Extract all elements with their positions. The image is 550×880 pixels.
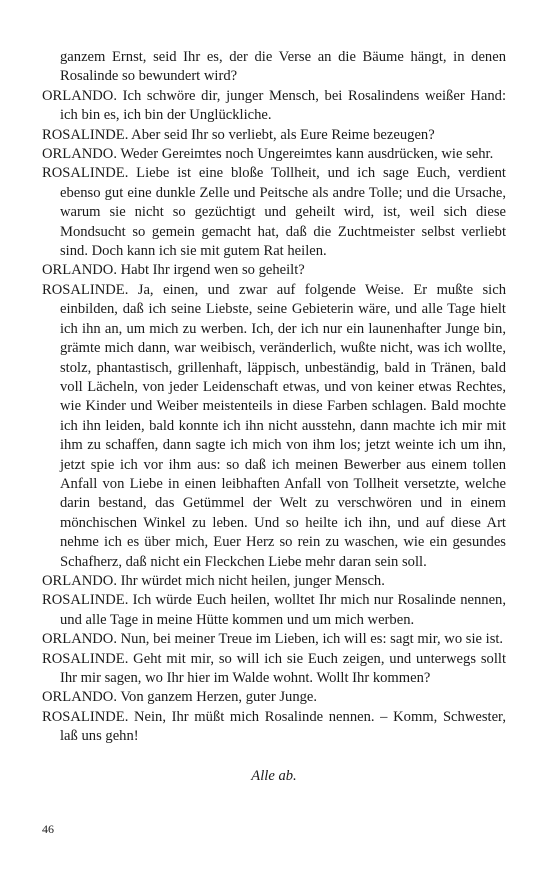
speech-rosalinde: ROSALINDE. Ich würde Euch heilen, wolltet Ihr mich nur Rosalinde nennen, und alle Tage in meine Hütte kommen und um mich werben. [42,592,506,628]
document-body [42,48,506,786]
speech-continuation: ganzem Ernst, seid Ihr es, der die Verse an die Bäume hängt, in denen Rosalinde so bewundert wird? [60,49,506,85]
stage-direction: Alle ab. [251,767,297,784]
speech-orlando: ORLANDO. Nun, bei meiner Treue im Lieben, ich will es: sagt mir, wo sie ist. [42,631,504,648]
speech-rosalinde: ROSALINDE. Liebe ist eine bloße Tollheit, und ich sage Euch, verdient ebenso gut eine dunkle Zelle und Peitsche als andre Tolle; und die Ursache, warum sie nicht so gezüchtigt und geheilt wird, ist, weil sich diese Mondsucht so gemein gemacht hat, daß die Zuchtmeister selbst verliebt sind. Doch kann ich sie mit gutem Rat heilen. [42,165,506,260]
speech-orlando: ORLANDO. Von ganzem Herzen, guter Junge. [42,689,318,706]
speech-orlando: ORLANDO. Ich schwöre dir, junger Mensch, bei Rosalindens weißer Hand: ich bin es, ich bin der Unglückliche. [42,87,506,124]
speech-rosalinde: ROSALINDE. Ja, einen, und zwar auf folgende Weise. Er mußte sich einbilden, daß ich seine Liebste, seine Gebieterin wäre, und alle Tage hielt ich ihn an, um mich zu werben. Ich, der ich nur ein launenhafter Junge bin, grämte mich dann, war weibisch, veränderlich, wußte nicht, was ich wollte, stolz, phantastisch, grillenhaft, läppisch, unbeständig, bald in Tränen, bald voll Lächeln, von jeder Leidenschaft etwas, und von keiner etwas Rechtes, wie Kinder und Weiber meistenteils in diese Farben schlagen. Bald mochte ich ihn leiden, bald konnte ich ihn nicht ausstehn, dann machte ich mir mit ihm zu schaffen, dann sagte ich mich von ihm los; jetzt weinte ich um ihn, jetzt spie ich vor ihm aus: so daß ich meinen Bewerber aus einem tollen Anfall von Liebe in einen leibhaften Anfall von Tollheit versetzte, welche darin bestand, das Getümmel der Welt zu verschwören und in einem mönchischen Winkel zu leben. Und so heilte ich ihn, und auf diese Art nehme ich es über mich, Euer Herz so rein zu waschen, wie ein gesundes Schafherz, daß nicht ein Fleckchen Liebe mehr daran sein soll. [42,281,506,570]
speech-rosalinde: ROSALINDE. Aber seid Ihr so verliebt, als Eure Reime bezeugen? [42,126,435,143]
speech-rosalinde: ROSALINDE. Nein, Ihr müßt mich Rosalinde nennen. – Komm, Schwester, laß uns gehn! [42,708,506,745]
speech-orlando: ORLANDO. Habt Ihr irgend wen so geheilt? [42,262,305,279]
speech-orlando: ORLANDO. Weder Gereimtes noch Ungereimtes kann ausdrücken, wie sehr. [42,146,494,163]
page-number: 46 [42,822,54,836]
speech-orlando: ORLANDO. Ihr würdet mich nicht heilen, junger Mensch. [42,572,385,589]
speech-rosalinde: ROSALINDE. Geht mit mir, so will ich sie Euch zeigen, und unterwegs sollt Ihr mir sagen, wo Ihr hier im Walde wohnt. Wollt Ihr kommen? [42,650,506,686]
